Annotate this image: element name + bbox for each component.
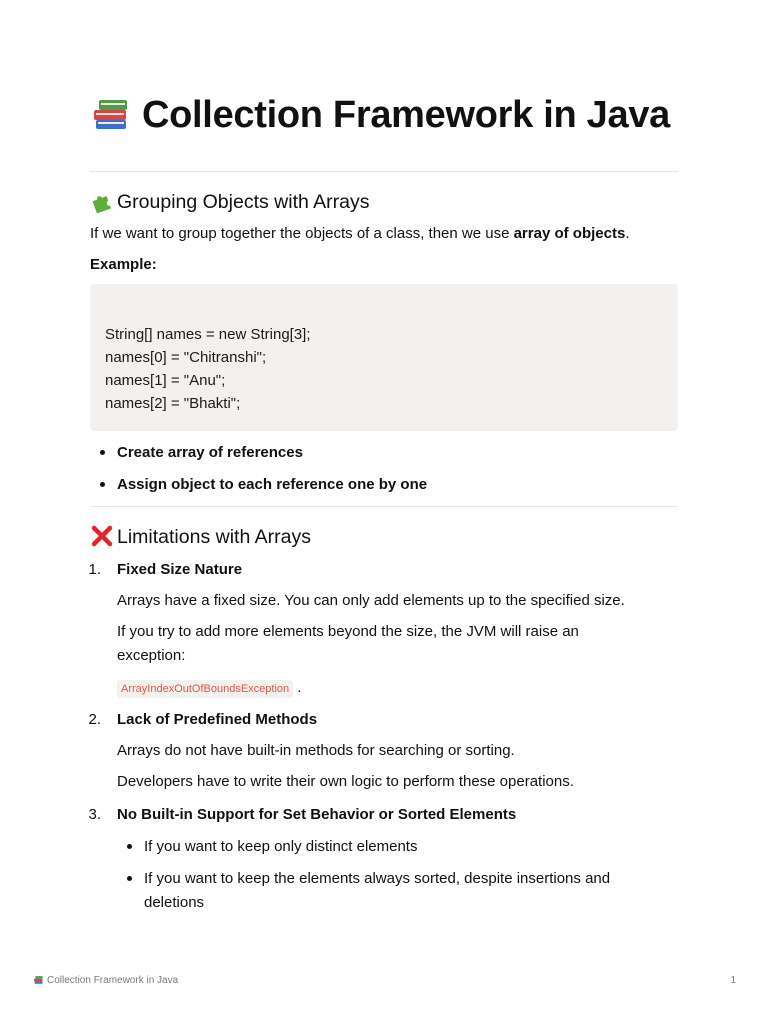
books-icon <box>33 974 44 985</box>
bullet-dot <box>100 482 105 487</box>
list-item: If you want to keep the elements always sorted, despite insertions and <box>144 870 611 887</box>
list-number: 1. <box>88 561 101 578</box>
list-item: If you want to keep only distinct elements <box>144 838 418 855</box>
code-line: names[0] = "Chitranshi"; <box>105 349 267 366</box>
list-item-continuation: deletions <box>144 894 205 911</box>
section-heading-limitations <box>90 524 311 550</box>
limitation-text: exception: <box>117 647 186 664</box>
code-block <box>90 284 678 431</box>
page-title <box>90 92 670 138</box>
example-label: Example: <box>90 256 157 273</box>
bullet-dot <box>127 876 132 881</box>
list-number: 3. <box>88 806 101 823</box>
section-heading-grouping <box>90 189 370 215</box>
page-number: 1 <box>730 975 736 986</box>
cross-mark-icon <box>90 524 114 548</box>
code-line: String[] names = new String[3]; <box>105 326 311 343</box>
limitation-text: Arrays have a fixed size. You can only add elements up to the specified size. <box>117 592 625 609</box>
footer-title: Collection Framework in Java <box>47 975 179 986</box>
divider <box>90 171 678 172</box>
bullet-dot <box>100 450 105 455</box>
section-heading-text: Grouping Objects with Arrays <box>117 191 370 213</box>
exception-line <box>117 676 302 699</box>
limitation-text: If you try to add more elements beyond the size, the JVM will raise an <box>117 623 579 640</box>
inline-code: ArrayIndexOutOfBoundsException <box>117 680 293 698</box>
list-item: Create array of references <box>117 444 303 461</box>
limitation-title: No Built-in Support for Set Behavior or Sorted Elements <box>117 806 517 823</box>
limitation-title: Fixed Size Nature <box>117 561 243 578</box>
limitation-text: Arrays do not have built-in methods for searching or sorting. <box>117 742 515 759</box>
intro-paragraph <box>90 222 629 245</box>
intro-text: If we want to group together the objects of a class, then we use <box>90 225 514 242</box>
intro-bold-text: array of objects <box>513 225 626 242</box>
books-icon <box>90 92 132 134</box>
limitation-title: Lack of Predefined Methods <box>117 711 318 728</box>
list-number: 2. <box>88 711 101 728</box>
code-line: names[2] = "Bhakti"; <box>105 395 241 412</box>
section-heading-text: Limitations with Arrays <box>117 526 311 548</box>
code-line: names[1] = "Anu"; <box>105 372 226 389</box>
list-item: Assign object to each reference one by one <box>117 476 428 493</box>
page-footer <box>33 974 178 988</box>
limitation-text: Developers have to write their own logic to perform these operations. <box>117 773 574 790</box>
code-suffix: . <box>297 679 302 696</box>
intro-suffix: . <box>625 225 630 242</box>
puzzle-piece-icon <box>90 189 114 213</box>
page-title-text: Collection Framework in Java <box>142 94 670 136</box>
bullet-dot <box>127 844 132 849</box>
divider <box>90 506 678 507</box>
